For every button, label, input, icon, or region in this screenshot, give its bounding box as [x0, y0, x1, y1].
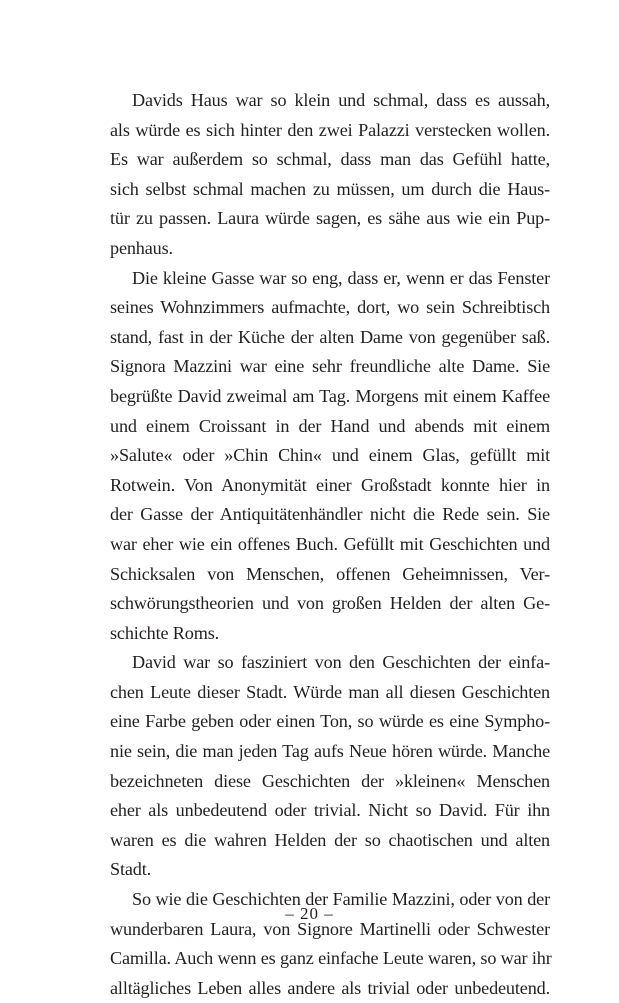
text-line: eine Farbe geben oder einen Ton, so würde es eine Sympho- [110, 711, 550, 732]
text-line: Es war außerdem so schmal, dass man das Gefühl hatte, [110, 149, 550, 170]
text-line: Die kleine Gasse war so eng, dass er, wenn er das Fenster [132, 267, 550, 288]
text-line: wunderbaren Laura, von Signore Martinelli oder Schwester [110, 918, 550, 939]
text-line: Stadt. [110, 859, 152, 880]
text-line: »Salute« oder »Chin Chin« und einem Glas, gefüllt mit [110, 445, 550, 466]
text-line: David war so fasziniert von den Geschichten der einfa- [132, 652, 550, 673]
paragraph [110, 885, 550, 1003]
text-line: und einem Croissant in der Hand und abends mit einem [110, 415, 550, 436]
paragraph [110, 86, 550, 264]
body-text [110, 86, 550, 1003]
text-line: als würde es sich hinter den zwei Palazzi verstecken wollen. [110, 119, 550, 140]
text-line: Rotwein. Von Anonymität einer Großstadt konnte hier in [110, 474, 550, 495]
text-line: seines Wohnzimmers aufmachte, dort, wo sein Schreibtisch [110, 297, 550, 318]
text-line: schwörungstheorien und von großen Helden der alten Ge- [110, 593, 550, 614]
text-line: sich selbst schmal machen zu müssen, um durch die Haus- [110, 178, 550, 199]
text-line: Schicksalen von Menschen, offenen Geheimnissen, Ver- [110, 563, 550, 584]
paragraph [110, 648, 550, 885]
page-number: – 20 – [285, 904, 334, 923]
text-line: tür zu passen. Laura würde sagen, es sähe aus wie ein Pup- [110, 208, 550, 229]
text-line: bezeichneten diese Geschichten der »kleinen« Menschen [110, 770, 550, 791]
text-line: stand, fast in der Küche der alten Dame von gegenüber saß. [110, 326, 550, 347]
text-line: So wie die Geschichten der Familie Mazzini, oder von der [132, 889, 550, 910]
paragraph [110, 264, 550, 649]
text-line: nie sein, die man jeden Tag aufs Neue hören würde. Manche [110, 741, 550, 762]
text-line: begrüßte David zweimal am Tag. Morgens mit einem Kaffee [110, 385, 550, 406]
text-line: penhaus. [110, 237, 173, 258]
text-line: Davids Haus war so klein und schmal, dass es aussah, [132, 90, 550, 110]
text-line: schichte Roms. [110, 622, 220, 643]
text-line: Signora Mazzini war eine sehr freundliche alte Dame. Sie [110, 356, 550, 377]
text-line: alltägliches Leben alles andere als trivial oder unbedeutend. [110, 977, 550, 998]
text-line: eher als unbedeutend oder trivial. Nicht so David. Für ihn [110, 800, 550, 821]
text-line: war eher wie ein offenes Buch. Gefüllt mit Geschichten und [110, 533, 550, 554]
text-line: der Gasse der Antiquitätenhändler nicht die Rede sein. Sie [110, 504, 550, 525]
text-line: Camilla. Auch wenn es ganz einfache Leute waren, so war ihr [110, 948, 552, 969]
text-line: chen Leute dieser Stadt. Würde man all diesen Geschichten [110, 681, 550, 702]
text-line: waren es die wahren Helden der so chaotischen und alten [110, 829, 550, 850]
